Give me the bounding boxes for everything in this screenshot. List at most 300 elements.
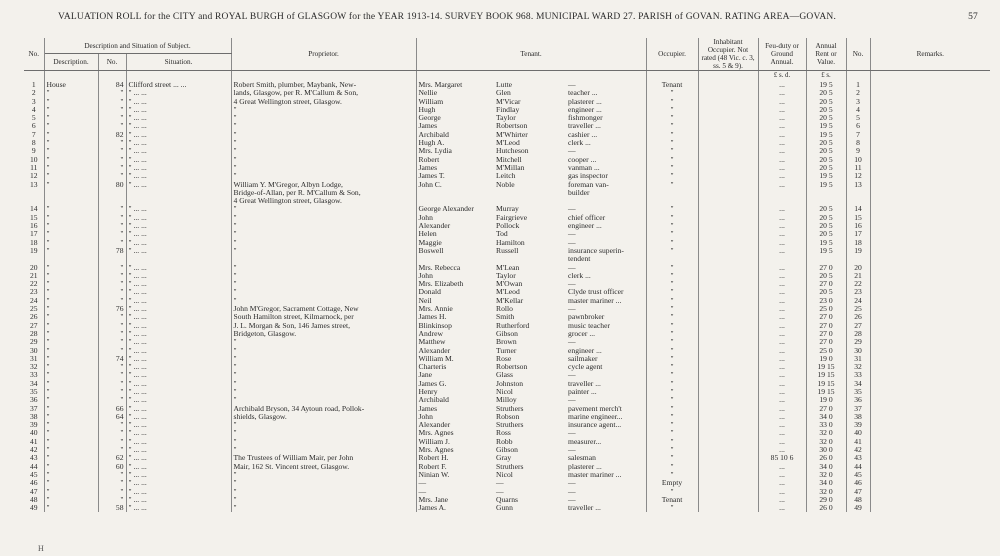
- row-rent: 19 15: [806, 363, 846, 371]
- row-no: 2: [24, 89, 44, 97]
- row-remarks: [870, 181, 990, 189]
- row-tenant-first: Nellie: [418, 89, 438, 98]
- row-tenant-last: Murray: [496, 205, 519, 214]
- table-row: [24, 338, 990, 346]
- row-remarks: [870, 421, 990, 429]
- row-situation: " ... ...: [126, 230, 231, 238]
- row-rent: 19 5: [806, 81, 846, 89]
- row-proprietor: ": [231, 504, 416, 512]
- row-remarks: [870, 98, 990, 106]
- table-row: [24, 214, 990, 222]
- row-occupier: ": [646, 230, 698, 238]
- row-tenant-last: Hamilton: [496, 238, 525, 247]
- row-no: 13: [24, 181, 44, 189]
- table-row: [24, 297, 990, 305]
- row-proprietor: ": [231, 106, 416, 114]
- row-house-number: ": [98, 147, 126, 155]
- row-tenant-first: William M.: [418, 354, 454, 363]
- row-tenant-first: John: [418, 271, 433, 280]
- row-no-right: 26: [846, 313, 870, 321]
- table-row: [24, 355, 990, 363]
- row-rent: 20 5: [806, 139, 846, 147]
- row-rent: 32 0: [806, 471, 846, 479]
- row-tenant-occupation: engineer ...: [566, 106, 646, 114]
- row-remarks: [870, 479, 990, 487]
- row-tenant-occupation: —: [566, 488, 646, 496]
- row-proprietor: shields, Glasgow.: [231, 413, 416, 421]
- row-house-number: ": [98, 338, 126, 346]
- row-tenant-first: Boswell: [418, 246, 444, 255]
- table-row: [24, 81, 990, 89]
- row-proprietor: ": [231, 438, 416, 446]
- row-feu: ...: [758, 322, 806, 330]
- row-inhabitant: [698, 172, 758, 180]
- row-tenant-occupation: tendent: [566, 255, 646, 263]
- row-rent: 33 0: [806, 421, 846, 429]
- row-situation: " ... ...: [126, 463, 231, 471]
- row-occupier: ": [646, 172, 698, 180]
- row-occupier: [646, 255, 698, 263]
- row-situation: [126, 255, 231, 263]
- row-no-right: 21: [846, 272, 870, 280]
- row-no-right: 12: [846, 172, 870, 180]
- row-tenant-last: [494, 197, 566, 205]
- row-rent: 27 0: [806, 338, 846, 346]
- row-proprietor: ": [231, 280, 416, 288]
- row-no: 9: [24, 147, 44, 155]
- row-no-right: [846, 255, 870, 263]
- row-tenant-first: Mrs. Agnes: [418, 429, 454, 438]
- row-no-right: 22: [846, 280, 870, 288]
- row-no-right: 32: [846, 363, 870, 371]
- row-occupier: ": [646, 122, 698, 130]
- row-inhabitant: [698, 305, 758, 313]
- row-proprietor: ": [231, 338, 416, 346]
- row-situation: " ... ...: [126, 338, 231, 346]
- row-no-right: 11: [846, 164, 870, 172]
- row-rent: [806, 255, 846, 263]
- table-row: [24, 371, 990, 379]
- row-occupier: ": [646, 181, 698, 189]
- row-remarks: [870, 438, 990, 446]
- row-tenant-first: [416, 255, 494, 263]
- row-rent: 19 15: [806, 380, 846, 388]
- row-no-right: 24: [846, 297, 870, 305]
- row-inhabitant: [698, 264, 758, 272]
- row-remarks: [870, 205, 990, 213]
- row-remarks: [870, 239, 990, 247]
- row-inhabitant: [698, 405, 758, 413]
- row-no: 28: [24, 330, 44, 338]
- row-tenant-occupation: Clyde trust officer: [566, 288, 646, 296]
- col-header-remarks: Remarks.: [870, 38, 990, 71]
- row-house-number: ": [98, 479, 126, 487]
- row-no-right: 1: [846, 81, 870, 89]
- row-situation: " ... ...: [126, 355, 231, 363]
- row-no: 29: [24, 338, 44, 346]
- row-no: 34: [24, 380, 44, 388]
- row-proprietor: lands, Glasgow, per R. M'Callum & Son,: [231, 89, 416, 97]
- row-tenant-first: Mrs. Elizabeth: [418, 280, 464, 289]
- row-description: ": [44, 172, 98, 180]
- row-feu: ...: [758, 380, 806, 388]
- row-remarks: [870, 297, 990, 305]
- row-tenant-first: Mrs. Rebecca: [418, 263, 461, 272]
- row-tenant-first: John: [418, 412, 433, 421]
- row-feu: ...: [758, 471, 806, 479]
- row-tenant-last: Struthers: [496, 404, 524, 413]
- row-no-right: 9: [846, 147, 870, 155]
- row-feu: ...: [758, 479, 806, 487]
- row-description: ": [44, 230, 98, 238]
- row-house-number: ": [98, 280, 126, 288]
- row-situation: " ... ...: [126, 471, 231, 479]
- table-row: [24, 181, 990, 189]
- row-no-right: 7: [846, 131, 870, 139]
- table-row: [24, 471, 990, 479]
- row-proprietor: ": [231, 288, 416, 296]
- row-feu: ...: [758, 172, 806, 180]
- row-occupier: ": [646, 371, 698, 379]
- row-situation: " ... ...: [126, 147, 231, 155]
- row-situation: " ... ...: [126, 488, 231, 496]
- row-feu: ...: [758, 496, 806, 504]
- row-tenant-first: George: [418, 114, 441, 123]
- row-situation: [126, 197, 231, 205]
- row-description: ": [44, 280, 98, 288]
- row-inhabitant: [698, 280, 758, 288]
- row-house-number: 64: [98, 413, 126, 421]
- row-no: [24, 189, 44, 197]
- row-description: ": [44, 164, 98, 172]
- row-no: 47: [24, 488, 44, 496]
- row-occupier: ": [646, 421, 698, 429]
- row-proprietor: ": [231, 164, 416, 172]
- row-occupier: ": [646, 388, 698, 396]
- row-rent: 20 5: [806, 164, 846, 172]
- row-proprietor: ": [231, 222, 416, 230]
- row-feu: ...: [758, 230, 806, 238]
- row-situation: " ... ...: [126, 330, 231, 338]
- row-occupier: ": [646, 396, 698, 404]
- row-no: 12: [24, 172, 44, 180]
- row-tenant-occupation: plasterer ...: [566, 98, 646, 106]
- row-description: ": [44, 380, 98, 388]
- row-no-right: 45: [846, 471, 870, 479]
- row-inhabitant: [698, 247, 758, 255]
- row-tenant-last: Struthers: [496, 421, 524, 430]
- row-description: [44, 255, 98, 263]
- row-proprietor: The Trustees of William Mair, per John: [231, 454, 416, 462]
- row-no: 8: [24, 139, 44, 147]
- row-tenant-first: Jane: [418, 371, 433, 380]
- row-house-number: ": [98, 446, 126, 454]
- row-rent: [806, 189, 846, 197]
- row-tenant-last: Fairgrieve: [496, 213, 528, 222]
- row-tenant-occupation: —: [566, 496, 646, 504]
- row-proprietor: ": [231, 355, 416, 363]
- row-description: ": [44, 222, 98, 230]
- row-tenant-last: Gunn: [496, 504, 513, 513]
- row-no: 18: [24, 239, 44, 247]
- row-remarks: [870, 347, 990, 355]
- row-tenant-occupation: pawnbroker: [566, 313, 646, 321]
- row-no-right: 19: [846, 247, 870, 255]
- row-rent: 32 0: [806, 488, 846, 496]
- row-tenant-occupation: clerk ...: [566, 272, 646, 280]
- row-occupier: ": [646, 313, 698, 321]
- row-tenant-first: Neil: [418, 296, 432, 305]
- row-no: 49: [24, 504, 44, 512]
- row-occupier: ": [646, 297, 698, 305]
- row-house-number: 66: [98, 405, 126, 413]
- row-no-right: [846, 197, 870, 205]
- table-row: [24, 330, 990, 338]
- row-tenant-occupation: —: [566, 305, 646, 313]
- table-row: [24, 106, 990, 114]
- row-description: ": [44, 488, 98, 496]
- row-proprietor: ": [231, 421, 416, 429]
- row-proprietor: ": [231, 114, 416, 122]
- row-situation: " ... ...: [126, 496, 231, 504]
- row-occupier: ": [646, 330, 698, 338]
- row-tenant-occupation: [566, 197, 646, 205]
- row-no: 21: [24, 272, 44, 280]
- row-no: 33: [24, 371, 44, 379]
- row-house-number: ": [98, 288, 126, 296]
- row-feu: ...: [758, 305, 806, 313]
- row-rent: 27 0: [806, 405, 846, 413]
- row-proprietor: ": [231, 122, 416, 130]
- row-inhabitant: [698, 114, 758, 122]
- row-occupier: Tenant: [646, 81, 698, 89]
- row-tenant-occupation: builder: [566, 189, 646, 197]
- row-feu: ...: [758, 413, 806, 421]
- row-tenant-first: Mrs. Lydia: [418, 147, 452, 156]
- table-row: [24, 363, 990, 371]
- row-no-right: 16: [846, 222, 870, 230]
- row-house-number: 58: [98, 504, 126, 512]
- row-rent: 27 0: [806, 264, 846, 272]
- row-occupier: ": [646, 338, 698, 346]
- row-tenant-occupation: —: [566, 396, 646, 404]
- row-feu: ...: [758, 164, 806, 172]
- row-remarks: [870, 380, 990, 388]
- row-feu: ...: [758, 98, 806, 106]
- row-rent: 19 0: [806, 355, 846, 363]
- row-proprietor: ": [231, 371, 416, 379]
- row-no-right: 23: [846, 288, 870, 296]
- row-tenant-occupation: clerk ...: [566, 139, 646, 147]
- row-description: House: [44, 81, 98, 89]
- row-rent: 30 0: [806, 446, 846, 454]
- row-tenant-first: Robert H.: [418, 454, 449, 463]
- rent-units: £ s.: [806, 71, 846, 82]
- row-inhabitant: [698, 197, 758, 205]
- table-row: [24, 413, 990, 421]
- row-tenant-occupation: master mariner ...: [566, 471, 646, 479]
- row-situation: " ... ...: [126, 247, 231, 255]
- row-situation: " ... ...: [126, 479, 231, 487]
- row-house-number: ": [98, 330, 126, 338]
- row-tenant-last: Tod: [496, 230, 508, 239]
- row-situation: " ... ...: [126, 122, 231, 130]
- row-remarks: [870, 255, 990, 263]
- row-feu: ...: [758, 338, 806, 346]
- row-feu: ...: [758, 438, 806, 446]
- row-house-number: ": [98, 164, 126, 172]
- table-row: [24, 122, 990, 130]
- row-no: 41: [24, 438, 44, 446]
- row-occupier: [646, 189, 698, 197]
- row-tenant-first: John: [418, 213, 433, 222]
- row-tenant-last: Johnston: [496, 379, 524, 388]
- table-row: [24, 247, 990, 255]
- table-row: [24, 463, 990, 471]
- row-no-right: 36: [846, 396, 870, 404]
- row-inhabitant: [698, 479, 758, 487]
- row-no: 24: [24, 297, 44, 305]
- row-no-right: 25: [846, 305, 870, 313]
- row-house-number: ": [98, 363, 126, 371]
- row-description: ": [44, 355, 98, 363]
- table-row: [24, 380, 990, 388]
- row-occupier: ": [646, 405, 698, 413]
- row-remarks: [870, 147, 990, 155]
- row-occupier: Tenant: [646, 496, 698, 504]
- row-occupier: ": [646, 471, 698, 479]
- row-remarks: [870, 197, 990, 205]
- row-no: [24, 197, 44, 205]
- row-description: ": [44, 454, 98, 462]
- row-feu: ...: [758, 222, 806, 230]
- row-rent: 27 0: [806, 280, 846, 288]
- row-proprietor: ": [231, 264, 416, 272]
- row-no-right: 47: [846, 488, 870, 496]
- row-no-right: 20: [846, 264, 870, 272]
- row-occupier: ": [646, 214, 698, 222]
- row-situation: " ... ...: [126, 264, 231, 272]
- row-occupier: ": [646, 288, 698, 296]
- row-remarks: [870, 156, 990, 164]
- row-description: ": [44, 322, 98, 330]
- row-no: 5: [24, 114, 44, 122]
- row-proprietor: ": [231, 496, 416, 504]
- row-remarks: [870, 463, 990, 471]
- row-proprietor: ": [231, 363, 416, 371]
- row-description: ": [44, 139, 98, 147]
- row-remarks: [870, 355, 990, 363]
- row-feu: ...: [758, 313, 806, 321]
- row-occupier: ": [646, 205, 698, 213]
- row-house-number: 82: [98, 131, 126, 139]
- row-description: ": [44, 89, 98, 97]
- row-occupier: ": [646, 247, 698, 255]
- row-inhabitant: [698, 429, 758, 437]
- row-no-right: 17: [846, 230, 870, 238]
- row-rent: 20 5: [806, 288, 846, 296]
- row-tenant-occupation: traveller ...: [566, 504, 646, 512]
- row-house-number: 76: [98, 305, 126, 313]
- row-inhabitant: [698, 147, 758, 155]
- row-remarks: [870, 363, 990, 371]
- row-tenant-first: Robert F.: [418, 462, 447, 471]
- row-occupier: ": [646, 363, 698, 371]
- row-feu: ...: [758, 114, 806, 122]
- row-tenant-last: Robertson: [496, 363, 528, 372]
- row-house-number: [98, 189, 126, 197]
- row-no: 30: [24, 347, 44, 355]
- row-inhabitant: [698, 396, 758, 404]
- row-inhabitant: [698, 488, 758, 496]
- table-row: [24, 446, 990, 454]
- row-tenant-last: Taylor: [496, 271, 516, 280]
- row-no-right: 10: [846, 156, 870, 164]
- row-situation: " ... ...: [126, 181, 231, 189]
- row-inhabitant: [698, 313, 758, 321]
- row-remarks: [870, 131, 990, 139]
- row-remarks: [870, 396, 990, 404]
- row-tenant-last: Quarns: [496, 495, 518, 504]
- row-inhabitant: [698, 446, 758, 454]
- table-row: [24, 322, 990, 330]
- row-no: 22: [24, 280, 44, 288]
- row-rent: 27 0: [806, 330, 846, 338]
- row-inhabitant: [698, 81, 758, 89]
- row-feu: ...: [758, 214, 806, 222]
- row-proprietor: ": [231, 429, 416, 437]
- row-tenant-occupation: —: [566, 147, 646, 155]
- row-house-number: ": [98, 272, 126, 280]
- row-rent: 20 5: [806, 214, 846, 222]
- row-rent: 25 0: [806, 305, 846, 313]
- row-house-number: ": [98, 388, 126, 396]
- table-row: [24, 98, 990, 106]
- row-proprietor: Mair, 162 St. Vincent street, Glasgow.: [231, 463, 416, 471]
- row-situation: " ... ...: [126, 438, 231, 446]
- row-description: ": [44, 446, 98, 454]
- row-tenant-occupation: plasterer ...: [566, 463, 646, 471]
- row-feu: ...: [758, 463, 806, 471]
- row-tenant-first: Alexander: [418, 346, 451, 355]
- row-description: ": [44, 330, 98, 338]
- row-inhabitant: [698, 131, 758, 139]
- row-no-right: 37: [846, 405, 870, 413]
- row-remarks: [870, 504, 990, 512]
- row-tenant-first: Donald: [418, 288, 441, 297]
- row-inhabitant: [698, 230, 758, 238]
- row-no: 6: [24, 122, 44, 130]
- row-tenant-last: M'Owan: [496, 280, 523, 289]
- row-remarks: [870, 89, 990, 97]
- row-occupier: ": [646, 164, 698, 172]
- row-tenant-last: M'Vicar: [496, 97, 521, 106]
- row-occupier: ": [646, 131, 698, 139]
- row-rent: 20 5: [806, 222, 846, 230]
- row-no: 44: [24, 463, 44, 471]
- row-situation: " ... ...: [126, 139, 231, 147]
- row-feu: ...: [758, 388, 806, 396]
- table-row: [24, 264, 990, 272]
- row-feu: ...: [758, 156, 806, 164]
- roll-body: [24, 81, 990, 512]
- row-description: ": [44, 338, 98, 346]
- row-remarks: [870, 81, 990, 89]
- row-inhabitant: [698, 363, 758, 371]
- row-rent: 19 5: [806, 172, 846, 180]
- row-tenant-last: Gray: [496, 454, 512, 463]
- row-inhabitant: [698, 496, 758, 504]
